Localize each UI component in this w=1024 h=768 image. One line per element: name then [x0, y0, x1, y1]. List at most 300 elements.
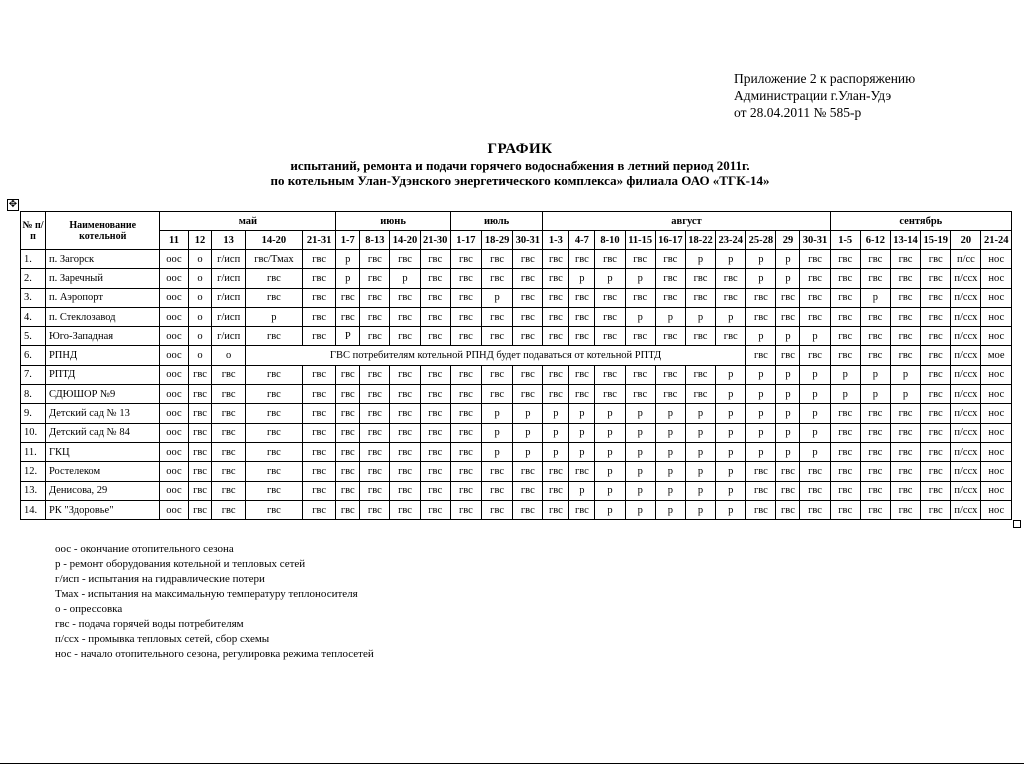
- period-header: 20: [951, 231, 981, 250]
- schedule-cell: р: [482, 423, 513, 442]
- schedule-cell: гвс: [336, 288, 360, 307]
- schedule-cell: гвс: [830, 500, 860, 519]
- schedule-cell: гвс: [569, 250, 595, 269]
- period-header: 14-20: [390, 231, 420, 250]
- table-row: [21, 385, 1012, 404]
- title-subtitle-1: испытаний, ремонта и подачи горячего водоснабжения в летний период 2011г.: [290, 158, 750, 173]
- schedule-cell: гвс: [921, 404, 951, 423]
- schedule-cell: гвс: [482, 250, 513, 269]
- appendix-line-1: Приложение 2 к распоряжению: [734, 71, 916, 86]
- row-number: 1.: [21, 250, 46, 269]
- schedule-cell: р: [655, 462, 685, 481]
- schedule-cell: гвс: [921, 307, 951, 326]
- schedule-cell: нос: [981, 442, 1012, 461]
- schedule-cell: гвс: [482, 481, 513, 500]
- schedule-cell: р: [716, 365, 746, 384]
- schedule-cell: мое: [981, 346, 1012, 365]
- schedule-cell: гвс: [830, 404, 860, 423]
- schedule-cell: гвс: [188, 500, 212, 519]
- period-header: 21-24: [981, 231, 1012, 250]
- document-title: [0, 140, 1024, 188]
- schedule-cell: р: [625, 404, 655, 423]
- table-row: [21, 269, 1012, 288]
- title-main: ГРАФИК: [487, 141, 553, 157]
- schedule-cell: п/ссх: [951, 404, 981, 423]
- schedule-cell: гвс: [513, 327, 543, 346]
- schedule-cell: оос: [160, 269, 188, 288]
- schedule-cell: гвс: [860, 346, 890, 365]
- schedule-cell: гвс: [746, 307, 776, 326]
- schedule-cell: гвс: [513, 250, 543, 269]
- schedule-cell: гвс: [569, 500, 595, 519]
- schedule-cell: гвс: [513, 288, 543, 307]
- schedule-cell: гвс: [830, 481, 860, 500]
- schedule-cell: гвс: [420, 288, 450, 307]
- schedule-cell: р: [625, 442, 655, 461]
- schedule-cell: гвс: [336, 365, 360, 384]
- period-header: 15-19: [921, 231, 951, 250]
- schedule-cell: р: [776, 442, 800, 461]
- schedule-cell: гвс: [625, 365, 655, 384]
- schedule-cell: гвс: [245, 404, 302, 423]
- schedule-cell: гвс: [450, 250, 481, 269]
- table-row: [21, 346, 1012, 365]
- schedule-cell: р: [800, 404, 830, 423]
- schedule-cell: п/ссх: [951, 346, 981, 365]
- schedule-cell: гвс: [390, 481, 420, 500]
- schedule-cell: гвс: [420, 500, 450, 519]
- schedule-cell: р: [890, 365, 920, 384]
- schedule-cell: гвс: [625, 250, 655, 269]
- schedule-cell: гвс: [830, 346, 860, 365]
- schedule-cell: р: [482, 442, 513, 461]
- month-header: август: [543, 212, 830, 231]
- schedule-cell: р: [482, 288, 513, 307]
- row-number: 3.: [21, 288, 46, 307]
- schedule-cell: гвс: [543, 462, 569, 481]
- schedule-cell: гвс: [513, 481, 543, 500]
- schedule-cell: гвс: [212, 404, 245, 423]
- schedule-cell: гвс: [336, 462, 360, 481]
- schedule-cell: гвс: [245, 481, 302, 500]
- schedule-cell: г/исп: [212, 250, 245, 269]
- row-number: 7.: [21, 365, 46, 384]
- schedule-cell: гвс: [450, 442, 481, 461]
- schedule-cell: гвс: [303, 423, 336, 442]
- schedule-cell: гвс: [188, 462, 212, 481]
- boiler-name: Детский сад № 13: [45, 404, 159, 423]
- schedule-cell: р: [776, 385, 800, 404]
- schedule-cell: гвс: [860, 423, 890, 442]
- schedule-cell: гвс: [569, 462, 595, 481]
- legend-item: нос - начало отопительного сезона, регулировка режима теплосетей: [55, 648, 374, 660]
- schedule-cell: гвс: [303, 250, 336, 269]
- schedule-cell: гвс: [513, 385, 543, 404]
- schedule-cell: г/исп: [212, 269, 245, 288]
- schedule-cell: гвс: [860, 462, 890, 481]
- schedule-cell: гвс: [513, 269, 543, 288]
- schedule-cell: гвс: [245, 327, 302, 346]
- schedule-cell: р: [746, 269, 776, 288]
- schedule-cell: гвс: [800, 500, 830, 519]
- table-row: [21, 404, 1012, 423]
- schedule-cell: р: [595, 500, 625, 519]
- schedule-cell: р: [746, 423, 776, 442]
- schedule-cell: гвс: [390, 288, 420, 307]
- schedule-cell: гвс: [830, 269, 860, 288]
- schedule-cell: р: [569, 269, 595, 288]
- schedule-cell: р: [595, 269, 625, 288]
- schedule-cell: гвс: [245, 500, 302, 519]
- schedule-cell: нос: [981, 307, 1012, 326]
- schedule-cell: оос: [160, 327, 188, 346]
- schedule-cell: гвс: [245, 288, 302, 307]
- schedule-cell: нос: [981, 404, 1012, 423]
- schedule-cell: гвс: [513, 462, 543, 481]
- schedule-cell: оос: [160, 462, 188, 481]
- schedule-cell: гвс: [336, 307, 360, 326]
- schedule-cell: нос: [981, 462, 1012, 481]
- schedule-cell: гвс: [776, 288, 800, 307]
- schedule-cell: р: [860, 288, 890, 307]
- period-header: 16-17: [655, 231, 685, 250]
- schedule-cell: нос: [981, 423, 1012, 442]
- schedule-cell: гвс: [860, 481, 890, 500]
- schedule-cell: гвс: [746, 500, 776, 519]
- schedule-cell: р: [685, 250, 715, 269]
- schedule-cell: гвс: [921, 442, 951, 461]
- period-header: 30-31: [513, 231, 543, 250]
- schedule-cell: р: [716, 462, 746, 481]
- schedule-cell: о: [212, 346, 245, 365]
- schedule-cell: р: [860, 365, 890, 384]
- schedule-cell: р: [513, 442, 543, 461]
- schedule-cell: гвс: [450, 269, 481, 288]
- row-number: 14.: [21, 500, 46, 519]
- schedule-cell: гвс: [450, 385, 481, 404]
- schedule-cell: р: [625, 307, 655, 326]
- schedule-cell: р: [336, 250, 360, 269]
- schedule-cell: р: [595, 404, 625, 423]
- schedule-cell: оос: [160, 365, 188, 384]
- schedule-cell: нос: [981, 365, 1012, 384]
- column-header-number: № п/п: [21, 212, 46, 250]
- schedule-cell: гвс: [569, 327, 595, 346]
- schedule-cell: гвс: [543, 385, 569, 404]
- schedule-cell: гвс: [303, 462, 336, 481]
- page-edge-divider: [0, 763, 1024, 764]
- schedule-cell: р: [776, 269, 800, 288]
- schedule-cell: гвс: [716, 327, 746, 346]
- schedule-cell: нос: [981, 481, 1012, 500]
- schedule-cell: гвс: [303, 327, 336, 346]
- period-header: 21-31: [303, 231, 336, 250]
- row-number: 11.: [21, 442, 46, 461]
- schedule-cell: гвс: [420, 423, 450, 442]
- schedule-cell: гвс: [513, 500, 543, 519]
- schedule-cell: гвс: [860, 250, 890, 269]
- row-number: 12.: [21, 462, 46, 481]
- schedule-cell: гвс: [212, 423, 245, 442]
- row-number: 4.: [21, 307, 46, 326]
- schedule-cell: р: [716, 385, 746, 404]
- schedule-cell: п/ссх: [951, 307, 981, 326]
- period-header: 14-20: [245, 231, 302, 250]
- schedule-cell: гвс: [860, 442, 890, 461]
- schedule-cell: гвс: [830, 327, 860, 346]
- schedule-cell: р: [513, 404, 543, 423]
- schedule-cell: гвс: [830, 288, 860, 307]
- schedule-cell: гвс: [420, 442, 450, 461]
- period-header: 21-30: [420, 231, 450, 250]
- schedule-cell: гвс: [482, 500, 513, 519]
- schedule-cell: гвс: [800, 307, 830, 326]
- schedule-cell: р: [655, 404, 685, 423]
- table-resize-handle[interactable]: [1013, 520, 1021, 528]
- legend: [55, 542, 374, 662]
- schedule-cell: гвс: [890, 481, 920, 500]
- schedule-cell: р: [685, 423, 715, 442]
- schedule-cell: гвс: [212, 500, 245, 519]
- schedule-cell: п/ссх: [951, 269, 981, 288]
- month-header: сентябрь: [830, 212, 1011, 231]
- schedule-cell: р: [245, 307, 302, 326]
- schedule-cell: гвс: [303, 269, 336, 288]
- schedule-cell: гвс: [482, 327, 513, 346]
- schedule-cell: гвс: [625, 385, 655, 404]
- schedule-cell: гвс: [303, 307, 336, 326]
- schedule-cell: гвс: [830, 250, 860, 269]
- schedule-cell: гвс: [450, 404, 481, 423]
- schedule-cell: р: [625, 462, 655, 481]
- schedule-cell: гвс: [655, 288, 685, 307]
- period-header: 18-22: [685, 231, 715, 250]
- schedule-cell: гвс: [303, 442, 336, 461]
- schedule-cell: п/ссх: [951, 462, 981, 481]
- schedule-cell: р: [513, 423, 543, 442]
- schedule-cell: гвс: [420, 481, 450, 500]
- period-header: 12: [188, 231, 212, 250]
- schedule-cell: гвс: [890, 462, 920, 481]
- boiler-name: РПНД: [45, 346, 159, 365]
- row-number: 5.: [21, 327, 46, 346]
- schedule-cell: р: [595, 442, 625, 461]
- schedule-cell: р: [746, 385, 776, 404]
- schedule-cell: гвс: [830, 442, 860, 461]
- schedule-cell: р: [746, 404, 776, 423]
- schedule-cell: гвс: [685, 269, 715, 288]
- schedule-cell: гвс: [420, 404, 450, 423]
- schedule-cell: гвс: [450, 500, 481, 519]
- schedule-cell: гвс: [595, 327, 625, 346]
- schedule-cell: гвс: [482, 307, 513, 326]
- schedule-cell: гвс: [336, 385, 360, 404]
- schedule-cell: р: [390, 269, 420, 288]
- schedule-cell: оос: [160, 481, 188, 500]
- row-number: 8.: [21, 385, 46, 404]
- schedule-cell: гвс: [303, 500, 336, 519]
- schedule-cell: р: [685, 481, 715, 500]
- schedule-cell: р: [800, 327, 830, 346]
- legend-item: о - опрессовка: [55, 603, 123, 615]
- schedule-cell: г/исп: [212, 327, 245, 346]
- schedule-cell: р: [716, 442, 746, 461]
- schedule-cell: п/ссх: [951, 288, 981, 307]
- schedule-cell: гвс: [420, 462, 450, 481]
- schedule-cell: гвс: [800, 269, 830, 288]
- schedule-cell: р: [655, 442, 685, 461]
- schedule-cell: гвс: [188, 442, 212, 461]
- schedule-cell: гвс: [360, 365, 390, 384]
- schedule-cell: гвс: [655, 327, 685, 346]
- schedule-cell: гвс: [336, 442, 360, 461]
- period-header: 1-5: [830, 231, 860, 250]
- schedule-cell: гвс: [450, 288, 481, 307]
- schedule-cell: гвс: [685, 365, 715, 384]
- table-move-handle-icon[interactable]: ✥: [8, 199, 18, 210]
- schedule-cell: гвс: [890, 307, 920, 326]
- row-number: 6.: [21, 346, 46, 365]
- boiler-name: Денисова, 29: [45, 481, 159, 500]
- schedule-cell: нос: [981, 269, 1012, 288]
- schedule-cell: гвс: [890, 442, 920, 461]
- schedule-cell: гвс: [921, 385, 951, 404]
- schedule-cell: оос: [160, 307, 188, 326]
- schedule-cell: гвс: [921, 269, 951, 288]
- schedule-cell: гвс: [746, 346, 776, 365]
- schedule-cell: р: [746, 442, 776, 461]
- schedule-cell: гвс: [360, 307, 390, 326]
- schedule-cell: гвс: [303, 385, 336, 404]
- schedule-cell: о: [188, 307, 212, 326]
- schedule-cell: гвс: [921, 462, 951, 481]
- schedule-cell: гвс: [655, 365, 685, 384]
- schedule-cell: гвс: [860, 404, 890, 423]
- schedule-cell: гвс: [830, 307, 860, 326]
- schedule-cell: п/ссх: [951, 442, 981, 461]
- schedule-cell: гвс: [390, 365, 420, 384]
- schedule-cell: гвс: [716, 269, 746, 288]
- schedule-cell: р: [543, 404, 569, 423]
- schedule-cell: р: [716, 307, 746, 326]
- schedule-cell: гвс: [450, 423, 481, 442]
- schedule-cell: гвс: [890, 288, 920, 307]
- period-header: 30-31: [800, 231, 830, 250]
- schedule-cell: гвс: [830, 423, 860, 442]
- schedule-cell: р: [569, 442, 595, 461]
- schedule-cell: р: [543, 423, 569, 442]
- boiler-name: п. Аэропорт: [45, 288, 159, 307]
- schedule-cell: гвс: [513, 365, 543, 384]
- schedule-cell: гвс: [360, 385, 390, 404]
- schedule-cell: гвс: [746, 481, 776, 500]
- table-row: [21, 500, 1012, 519]
- schedule-cell: р: [746, 327, 776, 346]
- schedule-cell: гвс: [655, 385, 685, 404]
- period-header: 4-7: [569, 231, 595, 250]
- schedule-cell: р: [625, 500, 655, 519]
- schedule-cell: гвс: [420, 327, 450, 346]
- schedule-cell: р: [746, 365, 776, 384]
- schedule-cell: гвс: [890, 500, 920, 519]
- schedule-cell: гвс: [625, 288, 655, 307]
- period-header: 6-12: [860, 231, 890, 250]
- schedule-cell: гвс: [800, 250, 830, 269]
- schedule-cell: гвс: [860, 269, 890, 288]
- boiler-name: п. Заречный: [45, 269, 159, 288]
- period-header: 25-28: [746, 231, 776, 250]
- schedule-cell: гвс: [543, 288, 569, 307]
- schedule-cell: гвс: [890, 250, 920, 269]
- schedule-cell: гвс: [390, 442, 420, 461]
- schedule-cell: р: [655, 307, 685, 326]
- schedule-cell: гвс: [890, 404, 920, 423]
- schedule-cell: гвс: [685, 327, 715, 346]
- schedule-cell: нос: [981, 385, 1012, 404]
- boiler-name: Детский сад № 84: [45, 423, 159, 442]
- schedule-cell: гвс: [921, 423, 951, 442]
- schedule-cell: р: [800, 385, 830, 404]
- schedule-cell: гвс: [830, 462, 860, 481]
- schedule-cell: р: [685, 307, 715, 326]
- schedule-cell: гвс: [360, 462, 390, 481]
- schedule-cell: р: [685, 500, 715, 519]
- schedule-cell: гвс: [360, 269, 390, 288]
- schedule-cell: р: [860, 385, 890, 404]
- schedule-cell: гвс: [390, 250, 420, 269]
- schedule-cell: гвс: [776, 462, 800, 481]
- schedule-cell: гвс: [188, 365, 212, 384]
- schedule-cell: р: [776, 404, 800, 423]
- schedule-cell: гвс: [569, 385, 595, 404]
- schedule-cell: гвс: [860, 500, 890, 519]
- schedule-cell: гвс: [188, 481, 212, 500]
- schedule-cell: нос: [981, 288, 1012, 307]
- schedule-cell: р: [800, 365, 830, 384]
- boiler-name: Юго-Западная: [45, 327, 159, 346]
- schedule-cell: оос: [160, 250, 188, 269]
- schedule-cell: р: [776, 365, 800, 384]
- schedule-cell: гвс: [921, 250, 951, 269]
- schedule-cell: гвс: [716, 288, 746, 307]
- legend-item: г/исп - испытания на гидравлические потери: [55, 573, 265, 585]
- boiler-name: РПТД: [45, 365, 159, 384]
- schedule-cell: р: [655, 500, 685, 519]
- schedule-cell: гвс: [360, 442, 390, 461]
- legend-item: п/ссх - промывка тепловых сетей, сбор схемы: [55, 633, 270, 645]
- schedule-cell: гвс: [336, 481, 360, 500]
- schedule-cell: гвс: [303, 404, 336, 423]
- schedule-cell: гвс: [450, 365, 481, 384]
- schedule-cell: гвс/Тмах: [245, 250, 302, 269]
- merged-note-cell: ГВС потребителям котельной РПНД будет подаваться от котельной РПТД: [245, 346, 746, 365]
- schedule-cell: гвс: [860, 307, 890, 326]
- schedule-cell: гвс: [212, 462, 245, 481]
- schedule-cell: гвс: [595, 307, 625, 326]
- schedule-cell: гвс: [390, 385, 420, 404]
- schedule-cell: гвс: [188, 423, 212, 442]
- schedule-cell: оос: [160, 442, 188, 461]
- schedule-cell: р: [800, 423, 830, 442]
- period-header: 13: [212, 231, 245, 250]
- schedule-cell: гвс: [482, 365, 513, 384]
- appendix-line-2: Администрации г.Улан-Удэ: [734, 88, 892, 103]
- month-header: июль: [450, 212, 543, 231]
- schedule-cell: р: [830, 365, 860, 384]
- table-row: [21, 288, 1012, 307]
- schedule-cell: р: [890, 385, 920, 404]
- title-subtitle-2: по котельным Улан-Удэнского энергетического комплекса» филиала ОАО «ТГК-14»: [270, 173, 770, 188]
